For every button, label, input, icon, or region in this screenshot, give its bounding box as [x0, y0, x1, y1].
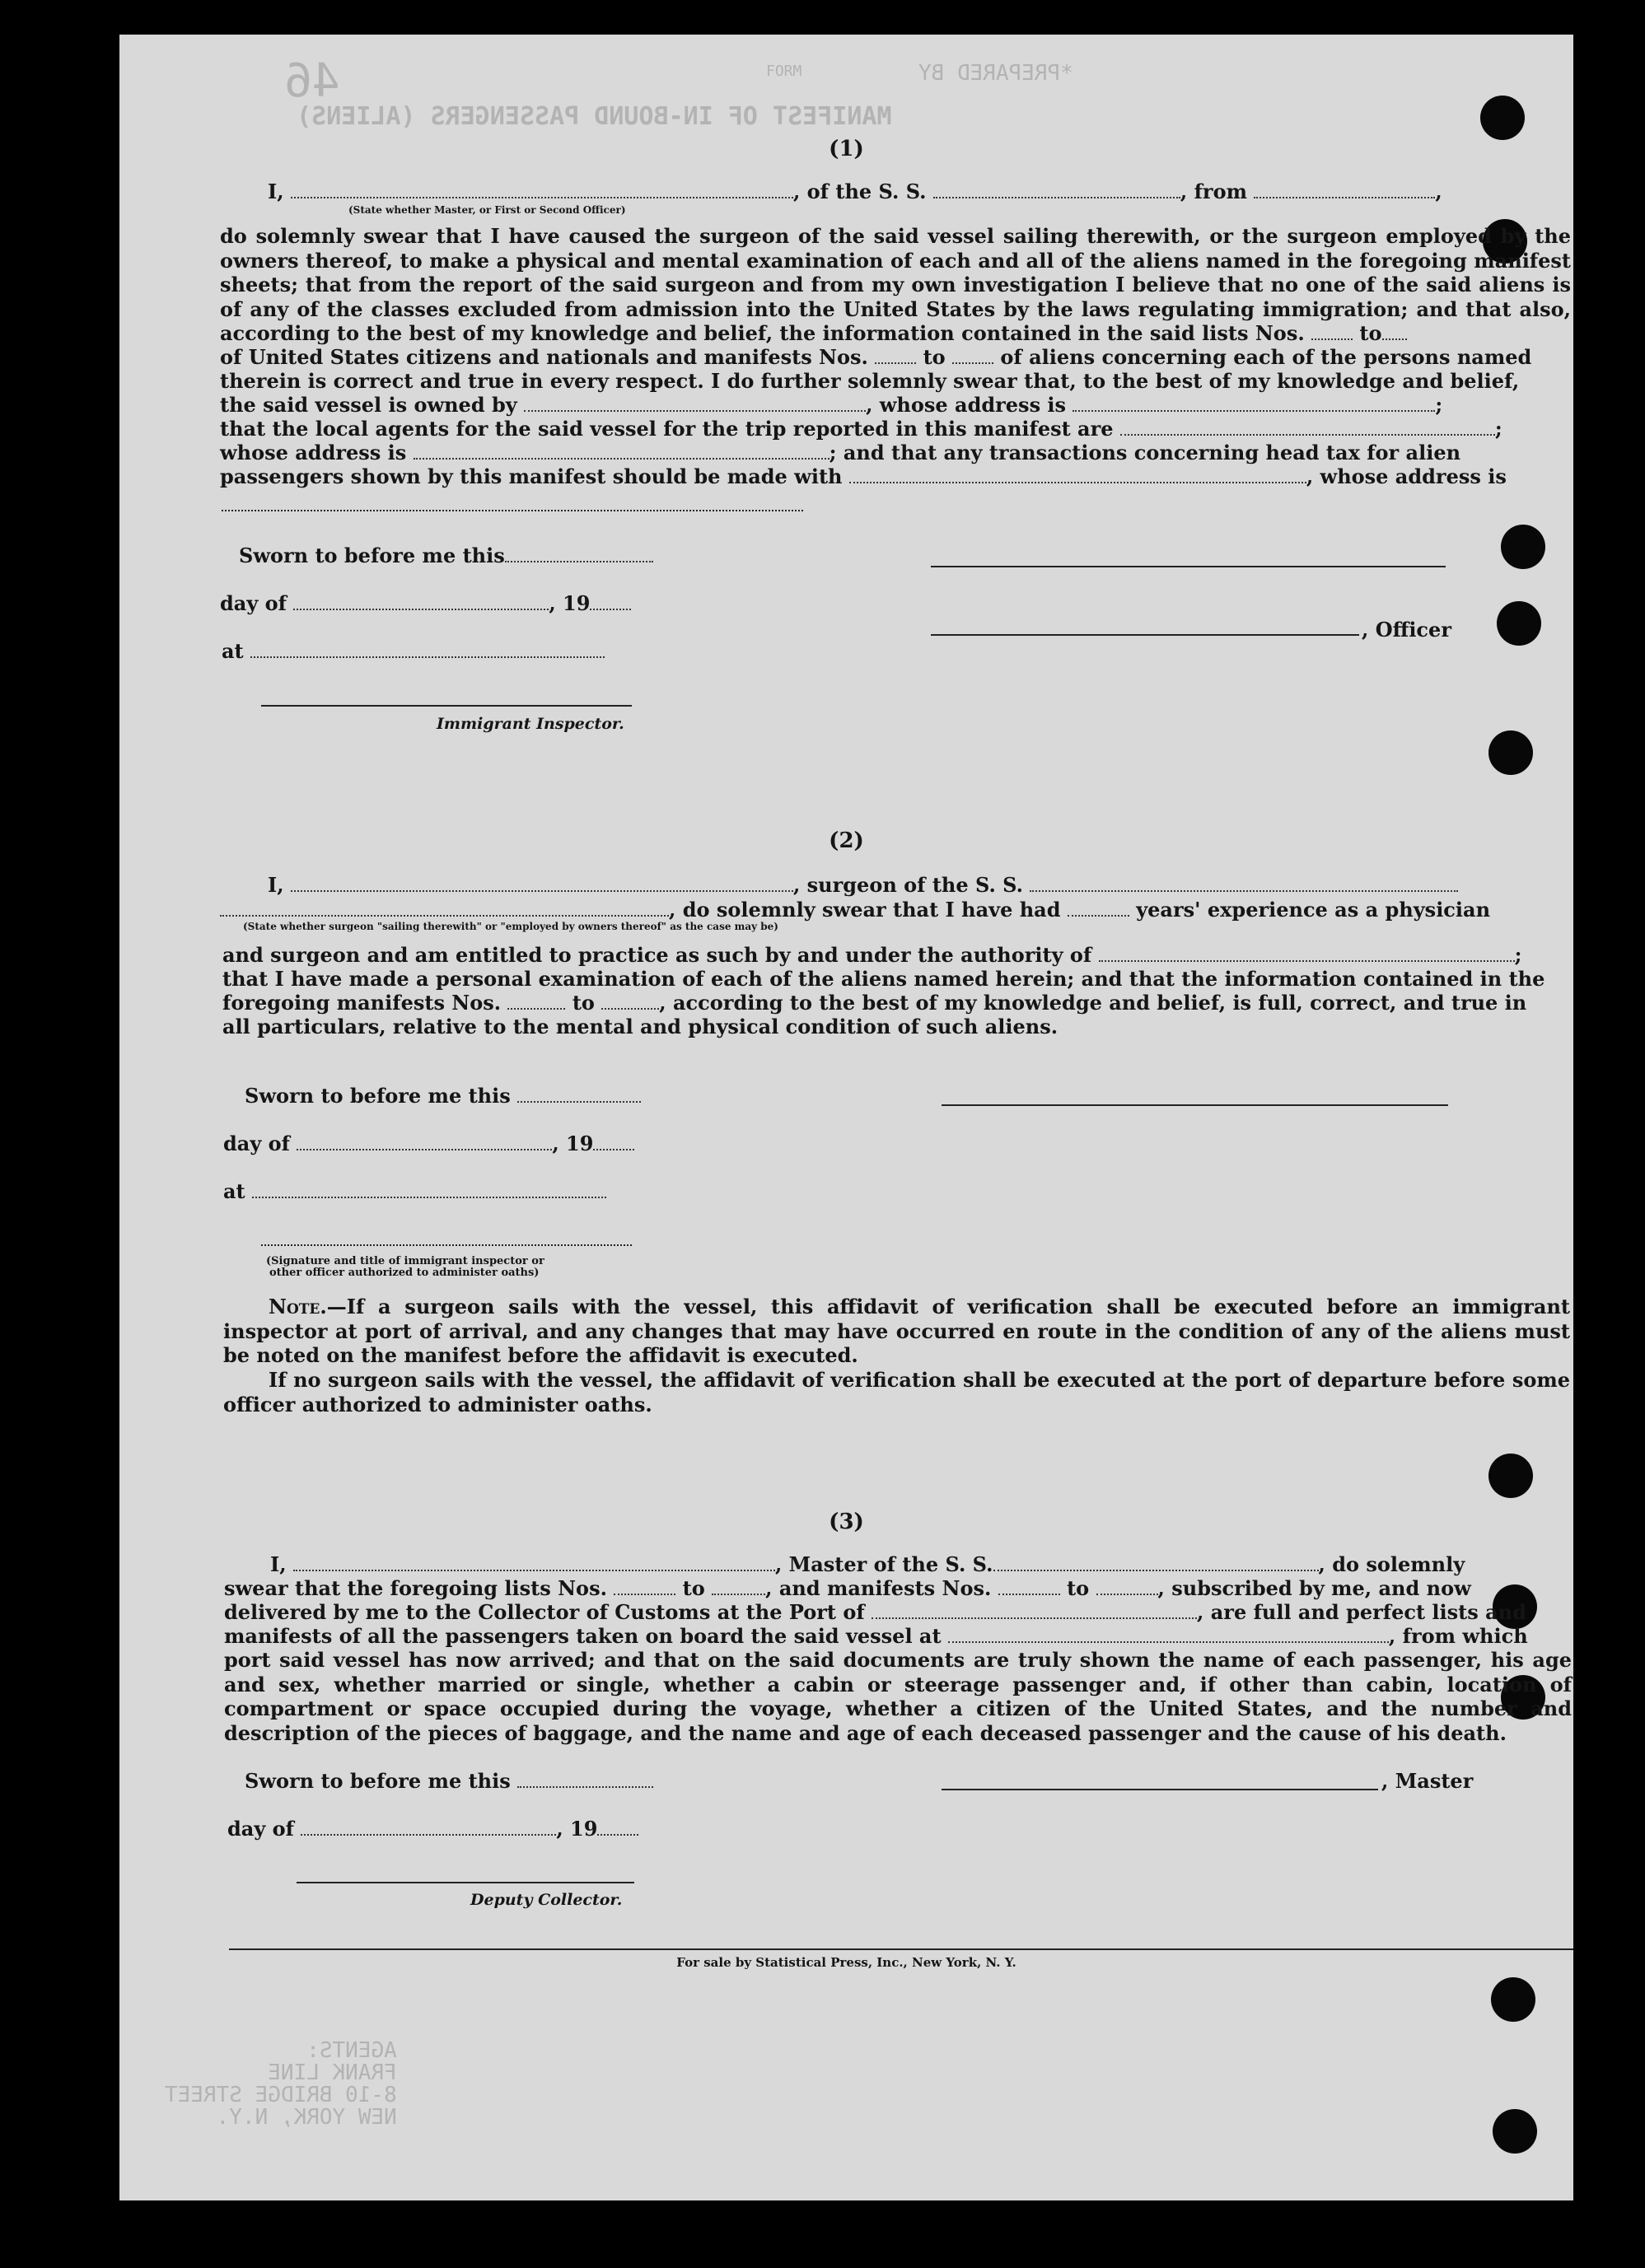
- text: , Master of the S. S.: [774, 1552, 993, 1576]
- punch-hole: [1488, 1454, 1533, 1498]
- s2-caption: (State whether surgeon "sailing therewith" or "employed by owners thereof" as the case may be): [243, 921, 778, 932]
- punch-hole: [1488, 730, 1533, 775]
- blank-field: [293, 1553, 775, 1571]
- text: years' experience as a physician: [1136, 898, 1491, 922]
- punch-hole: [1497, 601, 1541, 646]
- officer-signature-line-2: [931, 634, 1359, 636]
- section-3-number: (3): [829, 1510, 864, 1534]
- s3-master-label: , Master: [1381, 1769, 1474, 1793]
- s2-day-of: [223, 1132, 634, 1155]
- text: at: [222, 639, 244, 663]
- text: foregoing manifests Nos.: [222, 991, 502, 1015]
- text: , do solemnly swear that I have had: [669, 898, 1061, 922]
- blank-field: [414, 441, 830, 460]
- blank-field: [875, 346, 916, 364]
- blank-field: [517, 1770, 653, 1788]
- text: the said vessel is owned by: [220, 393, 517, 417]
- s2-note-2: [223, 1368, 1570, 1416]
- section-1-number: (1): [829, 137, 864, 161]
- text: , subscribed by me, and now: [1157, 1576, 1471, 1600]
- s1-officer-label: , Officer: [1362, 618, 1451, 642]
- blank-field: [593, 1132, 634, 1150]
- text: ,: [1435, 180, 1442, 203]
- ghost-manifest-title: MANIFEST OF IN-BOUND PASSENGERS (ALIENS): [297, 102, 892, 131]
- blank-field: [252, 1180, 606, 1198]
- blank-field: [1120, 418, 1495, 436]
- text: , 19: [549, 591, 591, 615]
- s3-master-signature-line: [942, 1789, 1378, 1790]
- text: , and manifests Nos.: [765, 1576, 992, 1600]
- officer-signature-line-1: [931, 566, 1446, 567]
- s3-body: [224, 1648, 1572, 1745]
- s2-line-2: [220, 898, 1490, 922]
- text: of United States citizens and nationals and manifests Nos.: [220, 345, 868, 369]
- text: to: [572, 991, 595, 1015]
- text: —If a surgeon sails with the vessel, this affidavit of verification shall be executed before an immigrant inspector at port of arrival, and any changes that may have occurred en route in the condition of any of the aliens must be noted on the manifest before the affidavit is executed.: [223, 1295, 1570, 1367]
- text: day of: [227, 1817, 294, 1841]
- blank-field: [517, 1085, 641, 1103]
- s3-sworn: [245, 1769, 653, 1793]
- blank-field: [712, 1577, 765, 1595]
- blank-field: [1030, 874, 1458, 892]
- blank-field: [297, 1132, 552, 1150]
- s1-sworn: [239, 544, 653, 567]
- blank-field: [301, 1818, 556, 1836]
- text: day of: [220, 591, 287, 615]
- section-2-number: (2): [829, 828, 864, 853]
- text: to: [1067, 1576, 1090, 1600]
- s2-note: [223, 1295, 1570, 1368]
- s2-at: [223, 1179, 606, 1203]
- blank-field: [993, 1553, 1319, 1571]
- text: I,: [268, 180, 284, 203]
- text: Sworn to before me this: [239, 544, 505, 567]
- blank-field: [220, 898, 669, 917]
- blank-field: [222, 510, 803, 511]
- blank-field: [1073, 394, 1435, 412]
- s1-line-11: [220, 464, 1507, 488]
- punch-hole: [1501, 525, 1545, 569]
- text: to: [1359, 321, 1382, 345]
- punch-hole: [1480, 96, 1525, 140]
- text: ;: [1435, 393, 1443, 417]
- s1-line-6: [220, 345, 1531, 369]
- blank-field: [948, 1625, 1389, 1643]
- s1-body: [220, 224, 1571, 346]
- s3-line-1: [270, 1552, 1465, 1576]
- text: , whose address is: [866, 393, 1067, 417]
- text: passengers shown by this manifest should be made with: [220, 464, 843, 488]
- text: NEW YORK, N.Y.: [216, 2105, 397, 2130]
- ghost-form: FORM: [766, 63, 802, 80]
- blank-field: [614, 1577, 675, 1595]
- ghost-page-number: 46: [284, 54, 340, 108]
- s3-line-3: [224, 1600, 1526, 1624]
- s2-signature-line: [942, 1104, 1448, 1106]
- text: do solemnly swear that I have caused the surgeon of the said vessel sailing therewith, or the surgeon employed by the owners thereof, to make a physical and mental examination of each and all of the aliens named in the foregoing manifest sheets; that from the report of the said surgeon and from my own investigation I believe that no one of the said aliens is of any of the classes excluded from admission into the United States by the laws regulating immigration; and that also, according to the best of my knowledge and belief, the information contained in the said lists Nos.: [220, 224, 1571, 345]
- ghost-agents-stamp: [165, 2040, 397, 2129]
- inspector-signature-line: [261, 705, 632, 707]
- punch-hole: [1493, 2109, 1537, 2154]
- text: , are full and perfect lists and: [1197, 1600, 1526, 1624]
- s3-deputy-label: Deputy Collector.: [470, 1891, 623, 1909]
- s1-line-8: [220, 393, 1442, 417]
- text: , whose address is: [1306, 464, 1507, 488]
- blank-field: [952, 346, 993, 364]
- blank-field: [590, 592, 631, 610]
- s2-inspector-line: [261, 1244, 632, 1246]
- s3-line-4: [224, 1624, 1528, 1648]
- text: to: [923, 345, 946, 369]
- text: I,: [268, 873, 284, 897]
- blank-field: [1099, 944, 1515, 962]
- text: whose address is: [220, 441, 407, 464]
- note-label: Note.: [269, 1295, 327, 1318]
- blank-field: [1068, 898, 1129, 917]
- text: manifests of all the passengers taken on board the said vessel at: [224, 1624, 942, 1648]
- text: of aliens concerning each of the persons named: [1000, 345, 1532, 369]
- s2-sig-caption-2: other officer authorized to administer oaths): [269, 1267, 540, 1279]
- text: swear that the foregoing lists Nos.: [224, 1576, 607, 1600]
- s2-line-4: that I have made a personal examination of each of the aliens named herein; and that the information contained in the: [222, 967, 1545, 991]
- punch-hole: [1491, 1977, 1535, 2022]
- blank-field: [1382, 322, 1407, 340]
- ghost-prepared-by: *PREPARED BY: [918, 61, 1073, 86]
- footer-rule: [229, 1948, 1573, 1950]
- manifest-page: [119, 35, 1573, 2200]
- text: , surgeon of the S. S.: [792, 873, 1023, 897]
- s2-line-3: [222, 943, 1521, 967]
- text: , according to the best of my knowledge and belief, is full, correct, and true in: [659, 991, 1527, 1015]
- blank-field: [291, 180, 793, 198]
- text: If no surgeon sails with the vessel, the affidavit of verification shall be executed at the port of departure before some officer authorized to administer oaths.: [223, 1368, 1570, 1416]
- text: Sworn to before me this: [245, 1084, 511, 1108]
- text: port said vessel has now arrived; and that on the said documents are truly shown the name of each passenger, his age and sex, whether married or single, whether a cabin or steerage passenger and, if other than cabin, location of compartment or space occupied during the voyage, whether a citizen of the United States, and the number and description of the pieces of baggage, and the name and age of each deceased passenger and the cause of his death.: [224, 1648, 1572, 1745]
- text: , from which: [1388, 1624, 1528, 1648]
- s1-line-1: [268, 180, 1442, 203]
- text: Sworn to before me this: [245, 1769, 511, 1793]
- s1-line-9: [220, 417, 1502, 441]
- blank-field: [998, 1577, 1060, 1595]
- blank-field: [849, 465, 1306, 483]
- blank-field: [601, 992, 659, 1010]
- s2-sworn: [245, 1084, 641, 1108]
- text: , of the S. S.: [792, 180, 927, 203]
- s1-at: [222, 639, 605, 663]
- text: , 19: [556, 1817, 598, 1841]
- s3-line-2: [224, 1576, 1471, 1600]
- blank-field: [505, 544, 653, 562]
- s2-sig-caption-1: (Signature and title of immigrant inspector or: [266, 1255, 544, 1267]
- text: FRANK LINE: [268, 2060, 397, 2085]
- s1-line-10: [220, 441, 1460, 464]
- text: ; and that any transactions concerning head tax for alien: [829, 441, 1461, 464]
- blank-field: [524, 394, 866, 412]
- blank-field: [507, 992, 565, 1010]
- blank-field: [1311, 322, 1353, 340]
- s3-day-of: [227, 1817, 638, 1841]
- text: that the local agents for the said vessel for the trip reported in this manifest are: [220, 417, 1114, 441]
- s2-line-6: all particulars, relative to the mental and physical condition of such aliens.: [222, 1015, 1059, 1038]
- blank-field: [1096, 1577, 1158, 1595]
- text: day of: [223, 1132, 290, 1155]
- text: at: [223, 1179, 245, 1203]
- s2-line-5: [222, 991, 1526, 1015]
- text: , 19: [552, 1132, 594, 1155]
- text: , do solemnly: [1318, 1552, 1465, 1576]
- blank-field: [250, 640, 605, 658]
- s1-line-7: therein is correct and true in every respect. I do further solemnly swear that, to the best of my knowledge and belief,: [220, 369, 1520, 393]
- blank-field: [597, 1818, 638, 1836]
- s2-line-1: [268, 873, 1458, 897]
- s1-inspector-label: Immigrant Inspector.: [437, 715, 624, 733]
- text: and surgeon and am entitled to practice as such by and under the authority of: [222, 943, 1092, 967]
- s1-day-of: [220, 591, 631, 615]
- footer-text: For sale by Statistical Press, Inc., New York, N. Y.: [676, 1955, 1016, 1970]
- text: ;: [1514, 943, 1522, 967]
- text: AGENTS:: [306, 2038, 397, 2063]
- text: to: [682, 1576, 705, 1600]
- blank-field: [872, 1601, 1197, 1619]
- blank-field: [933, 180, 1180, 198]
- text: delivered by me to the Collector of Customs at the Port of: [224, 1600, 865, 1624]
- text: 8-10 BRIDGE STREET: [165, 2083, 397, 2107]
- text: ;: [1494, 417, 1502, 441]
- s1-caption: (State whether Master, or First or Second Officer): [348, 204, 626, 216]
- blank-field: [293, 592, 549, 610]
- text: I,: [270, 1552, 287, 1576]
- s3-collector-line: [297, 1882, 634, 1883]
- blank-field: [1254, 180, 1435, 198]
- blank-field: [291, 874, 793, 892]
- text: , from: [1180, 180, 1247, 203]
